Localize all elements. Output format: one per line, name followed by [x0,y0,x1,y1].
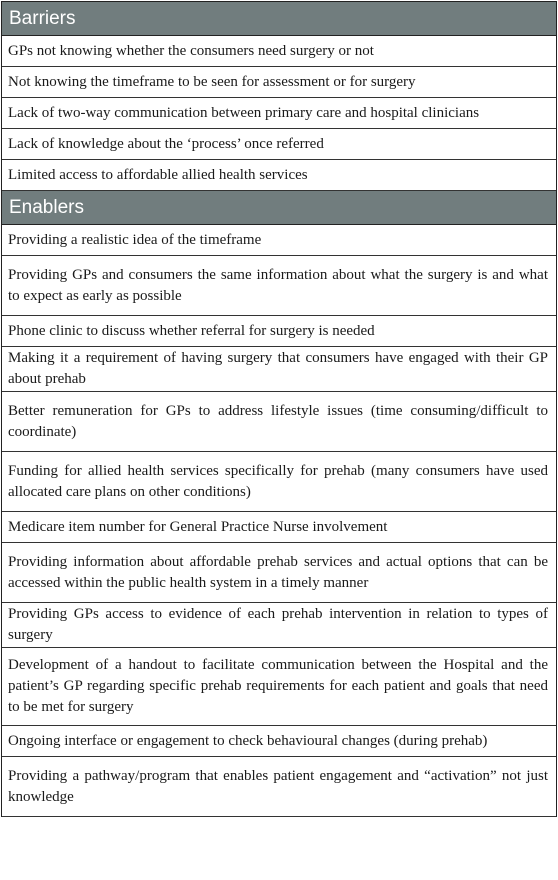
table-row: Providing information about affordable prehab services and actual options that can be accessed within the public health system in a timely manner [2,543,556,603]
table-row: Making it a requirement of having surgery that consumers have engaged with their GP about prehab [2,347,556,392]
barriers-enablers-table [1,1,557,817]
enablers-heading: Enablers [9,197,84,218]
table-row: Better remuneration for GPs to address lifestyle issues (time consuming/difficult to coordinate) [2,392,556,452]
table-row: Providing GPs access to evidence of each prehab intervention in relation to types of surgery [2,603,556,648]
table-row: Funding for allied health services specifically for prehab (many consumers have used allocated care plans on other conditions) [2,452,556,512]
table-row: GPs not knowing whether the consumers need surgery or not [2,36,556,67]
table-row: Lack of knowledge about the ‘process’ once referred [2,129,556,160]
table-row: Not knowing the timeframe to be seen for assessment or for surgery [2,67,556,98]
table-row: Providing GPs and consumers the same information about what the surgery is and what to expect as early as possible [2,256,556,316]
barriers-header [2,2,556,36]
table-row: Providing a pathway/program that enables patient engagement and “activation” not just knowledge [2,757,556,817]
table-row: Medicare item number for General Practice Nurse involvement [2,512,556,543]
table-row: Development of a handout to facilitate communication between the Hospital and the patient’s GP regarding specific prehab requirements for each patient and goals that need to be met for surgery [2,648,556,726]
enablers-header [2,191,556,225]
table-row: Providing a realistic idea of the timeframe [2,225,556,256]
table-row: Ongoing interface or engagement to check behavioural changes (during prehab) [2,726,556,757]
table-row: Limited access to affordable allied health services [2,160,556,191]
table-row: Phone clinic to discuss whether referral for surgery is needed [2,316,556,347]
table-row: Lack of two-way communication between primary care and hospital clinicians [2,98,556,129]
barriers-heading: Barriers [9,8,76,29]
